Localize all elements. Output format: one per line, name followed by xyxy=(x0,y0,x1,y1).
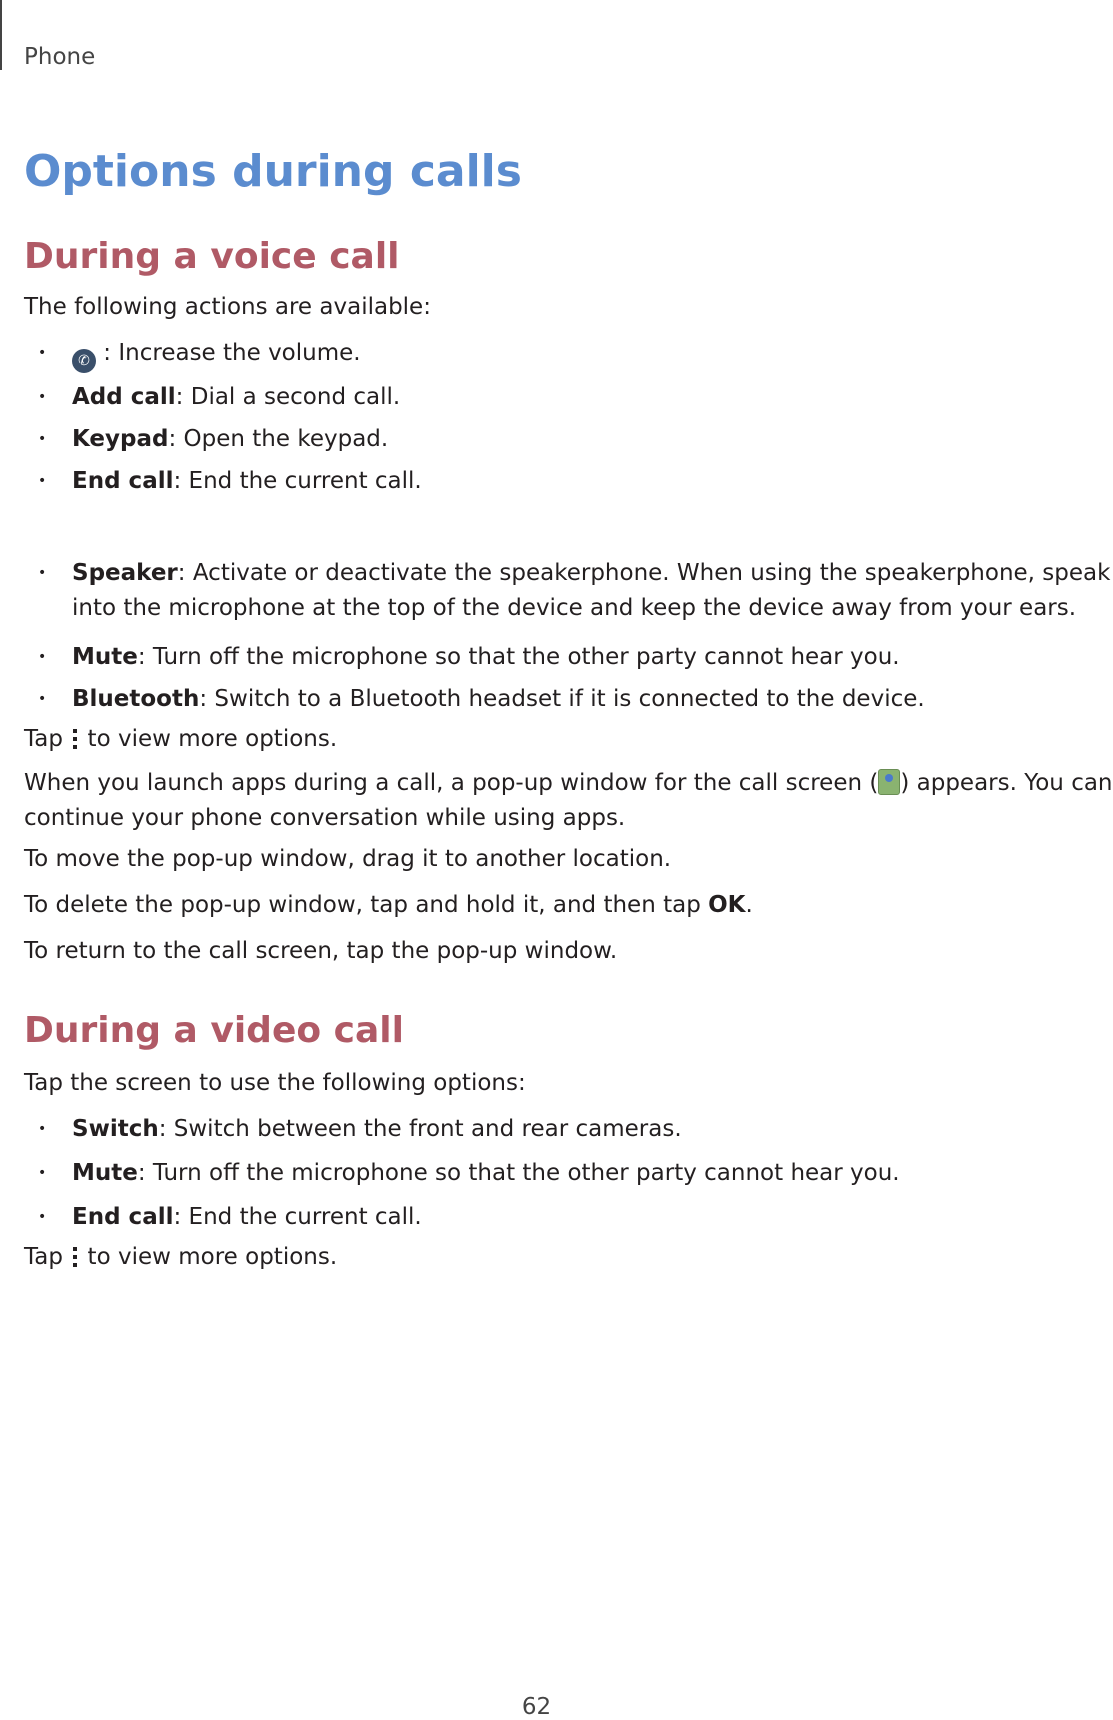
item-text: : Activate or deactivate the speakerphone. When using the speakerphone, speak xyxy=(177,560,1111,586)
tap-text: Tap xyxy=(24,726,71,752)
item-label: Keypad xyxy=(72,426,169,452)
item-text: : Turn off the microphone so that the other party cannot hear you. xyxy=(137,1160,900,1186)
item-text: : Dial a second call. xyxy=(175,384,401,410)
delete-text: To delete the pop-up window, tap and hold it, and then tap xyxy=(24,892,709,918)
bullet: • xyxy=(38,345,47,361)
voice-call-heading: During a voice call xyxy=(24,236,400,277)
item-text-continued: into the microphone at the top of the device and keep the device away from your ears. xyxy=(72,595,1077,621)
bullet: • xyxy=(38,389,47,405)
page-number: 62 xyxy=(521,1694,552,1720)
item-label: Speaker xyxy=(72,560,178,586)
item-text: : End the current call. xyxy=(173,1204,422,1230)
more-options-icon xyxy=(72,728,78,750)
call-popup-icon xyxy=(878,769,900,795)
item-text: : End the current call. xyxy=(173,468,422,494)
header-bar xyxy=(0,0,2,70)
item-label: Bluetooth xyxy=(72,686,200,712)
item-label: End call xyxy=(72,1204,174,1230)
tap-text-after: to view more options. xyxy=(80,726,338,752)
tap-text-after: to view more options. xyxy=(80,1244,338,1270)
item-label: Add call xyxy=(72,384,176,410)
popup-text-after: ) appears. You can xyxy=(900,770,1113,796)
ok-label: OK xyxy=(708,892,746,918)
item-text: : Switch between the front and rear cameras. xyxy=(158,1116,682,1142)
item-label: Mute xyxy=(72,1160,138,1186)
popup-text-line2: continue your phone conversation while using apps. xyxy=(24,805,626,831)
popup-paragraph xyxy=(24,766,1113,836)
item-text: : Increase the volume. xyxy=(96,340,361,366)
item-text: : Turn off the microphone so that the other party cannot hear you. xyxy=(137,644,900,670)
page-title: Options during calls xyxy=(24,146,522,197)
item-text: : Switch to a Bluetooth headset if it is connected to the device. xyxy=(199,686,925,712)
bullet: • xyxy=(38,1165,47,1181)
tap-text: Tap xyxy=(24,1244,71,1270)
voice-tap-more xyxy=(24,722,337,757)
video-tap-more xyxy=(24,1240,337,1275)
delete-text-after: . xyxy=(745,892,753,918)
bullet: • xyxy=(38,431,47,447)
bullet: • xyxy=(38,1209,47,1225)
bullet: • xyxy=(38,649,47,665)
video-call-heading: During a video call xyxy=(24,1010,404,1051)
item-text: : Open the keypad. xyxy=(168,426,389,452)
more-options-icon xyxy=(72,1246,78,1268)
bullet: • xyxy=(38,1121,47,1137)
return-popup-text: To return to the call screen, tap the pop-up window. xyxy=(24,938,618,964)
move-popup-text: To move the pop-up window, drag it to another location. xyxy=(24,846,672,872)
bullet: • xyxy=(38,565,47,581)
bullet: • xyxy=(38,691,47,707)
voice-intro: The following actions are available: xyxy=(24,294,431,320)
item-label: Switch xyxy=(72,1116,159,1142)
phone-volume-icon: ✆ xyxy=(72,349,96,373)
delete-popup-text xyxy=(24,888,753,923)
item-label: Mute xyxy=(72,644,138,670)
popup-text: When you launch apps during a call, a pop-up window for the call screen ( xyxy=(24,770,879,796)
section-label: Phone xyxy=(24,44,96,70)
bullet: • xyxy=(38,473,47,489)
video-intro: Tap the screen to use the following options: xyxy=(24,1070,526,1096)
item-label: End call xyxy=(72,468,174,494)
